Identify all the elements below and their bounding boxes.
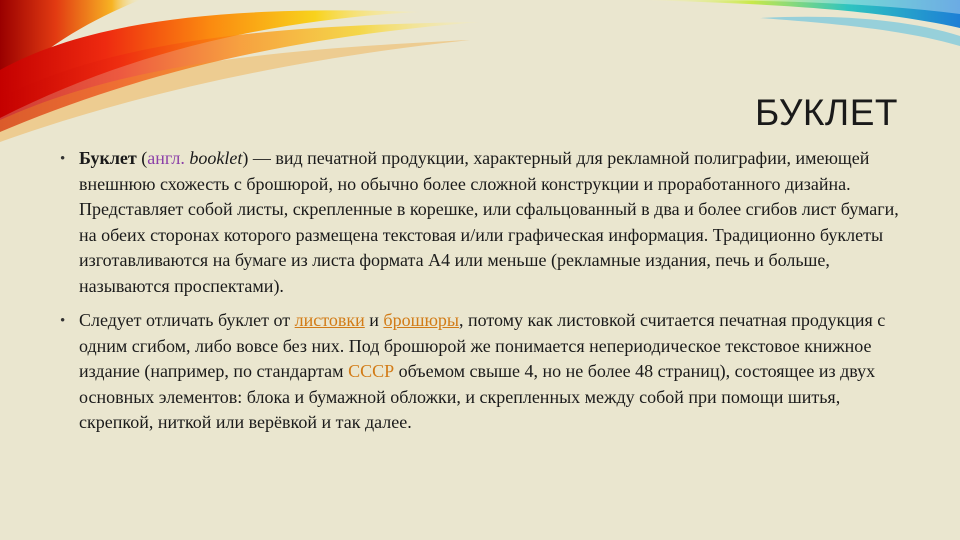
slide-body [60, 146, 908, 445]
bullet-icon: • [60, 151, 66, 167]
paren-open: ( [141, 148, 148, 168]
link-leaflets[interactable]: листовки [294, 310, 365, 330]
link-brochures[interactable]: брошюры [383, 310, 459, 330]
foreign-word: booklet [189, 148, 243, 168]
definition-text-1: — вид печатной продукции, характерный для рекламной полиграфии, имеющей внешнюю схожесть с [79, 148, 870, 194]
conjunction-and: и [364, 310, 384, 330]
distinction-text-2: , потому как листовкой считается печатная продукция с одним сгибом, либо вовсе без них. Под брошюрой же понимается непериодическое текстовое книжное издание (например, по стандартам [79, 310, 886, 381]
distinction-text-1: Следует отличать буклет от [79, 310, 295, 330]
slide-title: БУКЛЕТ [754, 92, 898, 133]
paragraph-definition [60, 146, 908, 299]
brochure-word: брошюрой [246, 173, 329, 194]
distinction-text-3: объемом свыше 4, но не более 48 страниц), состоящее из двух основных элементов: блока и бумажной обложки, и скрепленных между собой при помощи шитья, скрепкой, ниткой или верёвкой и так далее. [79, 361, 876, 432]
bullet-icon: • [60, 313, 66, 329]
term-booklet: Буклет [79, 148, 137, 168]
paragraph-distinction [60, 308, 908, 436]
paren-close: ) [242, 148, 249, 168]
definition-text-2: , но обычно более сложной конструкции и проработанного дизайна. Представляет собой листы, скрепленные в корешке, или сфальцованный в два и более сгибов лист бумаги, на обеих сторонах которого размещена текстовая и/или графическая информация. Традиционно буклеты изготавливаются на бумаге из листа формата А4 или меньше (рекламные издания, печь и больше, называются проспектами). [79, 173, 899, 296]
ussr-link[interactable]: СССР [348, 361, 395, 381]
lang-label: англ. [147, 148, 185, 168]
